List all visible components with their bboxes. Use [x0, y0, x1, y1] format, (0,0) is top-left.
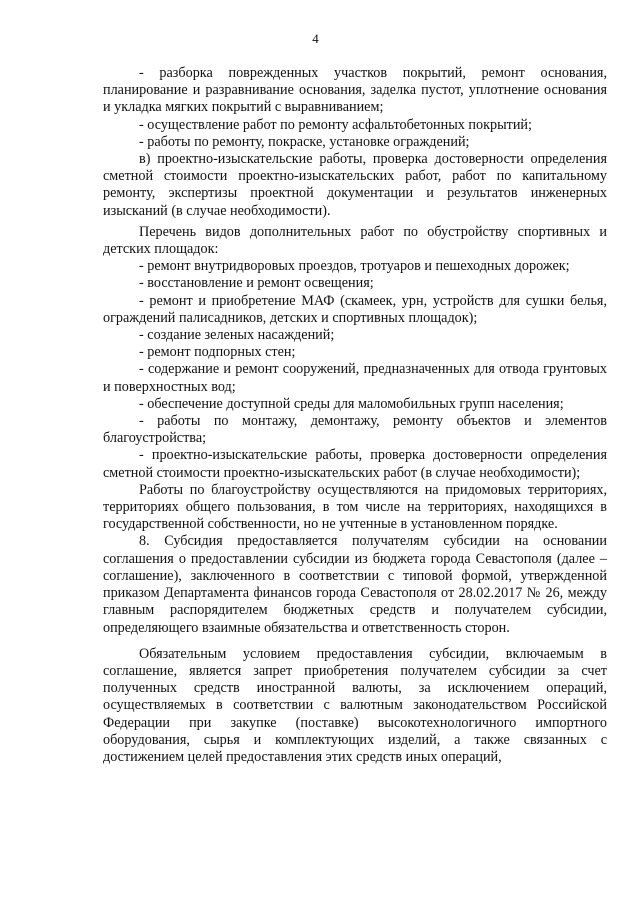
paragraph-asphalt-repair: - осуществление работ по ремонту асфальтобетонных покрытий;: [139, 116, 532, 133]
list-item-drainage-structures: - содержание и ремонт сооружений, предназначенных для отвода грунтовых и поверхностных вод;: [103, 361, 607, 395]
paragraph-design-survey-works: в) проектно-изыскательские работы, проверка достоверности определения сметной стоимости проектно-изыскательских работ, работ по капитальному ремонту, экспертизы проектной документации и результатов инженерных изысканий (в случае необходимости).: [103, 151, 607, 219]
list-item-retaining-walls: - ремонт подпорных стен;: [139, 344, 296, 361]
list-item-driveways-repair: - ремонт внутридворовых проездов, тротуаров и пешеходных дорожек;: [139, 258, 570, 275]
list-item-maf-repair: - ремонт и приобретение МАФ (скамеек, урн, устройств для сушки белья, ограждений палисадников, детских и спортивных площадок);: [103, 292, 607, 326]
document-body: [103, 65, 607, 766]
page-number: 4: [312, 31, 319, 46]
list-item-accessible-environment: - обеспечение доступной среды для маломобильных групп населения;: [139, 395, 564, 412]
paragraph-section-8-subsidy-agreement: 8. Субсидия предоставляется получателям субсидии на основании соглашения о предоставлении субсидии из бюджета города Севастополя (далее – соглашение), заключенного в соответствии с типовой формой, утвержденной приказом Департамента финансов города Севастополя от 28.02.2017 № 26, между главным распорядителем бюджетных средств и получателем субсидии, определяющего взаимные обязательства и ответственность сторон.: [103, 533, 607, 636]
list-item-lighting-repair: - восстановление и ремонт освещения;: [139, 275, 374, 292]
paragraph-mandatory-condition: Обязательным условием предоставления субсидии, включаемым в соглашение, является запрет приобретения получателем субсидии за счет полученных средств иностранной валюты, за исключением операций, осуществляемых в соответствии с валютным законодательством Российской Федерации при закупке (поставке) высокотехнологичного импортного оборудования, сырья и комплектующих изделий, а также связанных с достижением целей предоставления этих средств иных операций,: [103, 645, 607, 765]
paragraph-additional-works-list: Перечень видов дополнительных работ по обустройству спортивных и детских площадок:: [103, 223, 607, 258]
list-item-design-survey-verification: - проектно-изыскательские работы, проверка достоверности определения сметной стоимости проектно-изыскательских работ (в случае необходимости);: [103, 447, 607, 481]
list-item-green-plantings: - создание зеленых насаждений;: [139, 327, 335, 344]
paragraph-repair-dismantling: - разборка поврежденных участков покрытий, ремонт основания, планирование и разравнивание основания, заделка пустот, уплотнение основания и укладка мягких покрытий с выравниванием;: [103, 65, 607, 116]
list-item-installation-works: - работы по монтажу, демонтажу, ремонту объектов и элементов благоустройства;: [103, 413, 607, 447]
paragraph-improvement-territories: Работы по благоустройству осуществляются на придомовых территориях, территориях общего пользования, в том числе на территориях, находящихся в государственной собственности, но не учтенные в установленном порядке.: [103, 481, 607, 533]
paragraph-fence-works: - работы по ремонту, покраске, установке ограждений;: [139, 133, 470, 150]
